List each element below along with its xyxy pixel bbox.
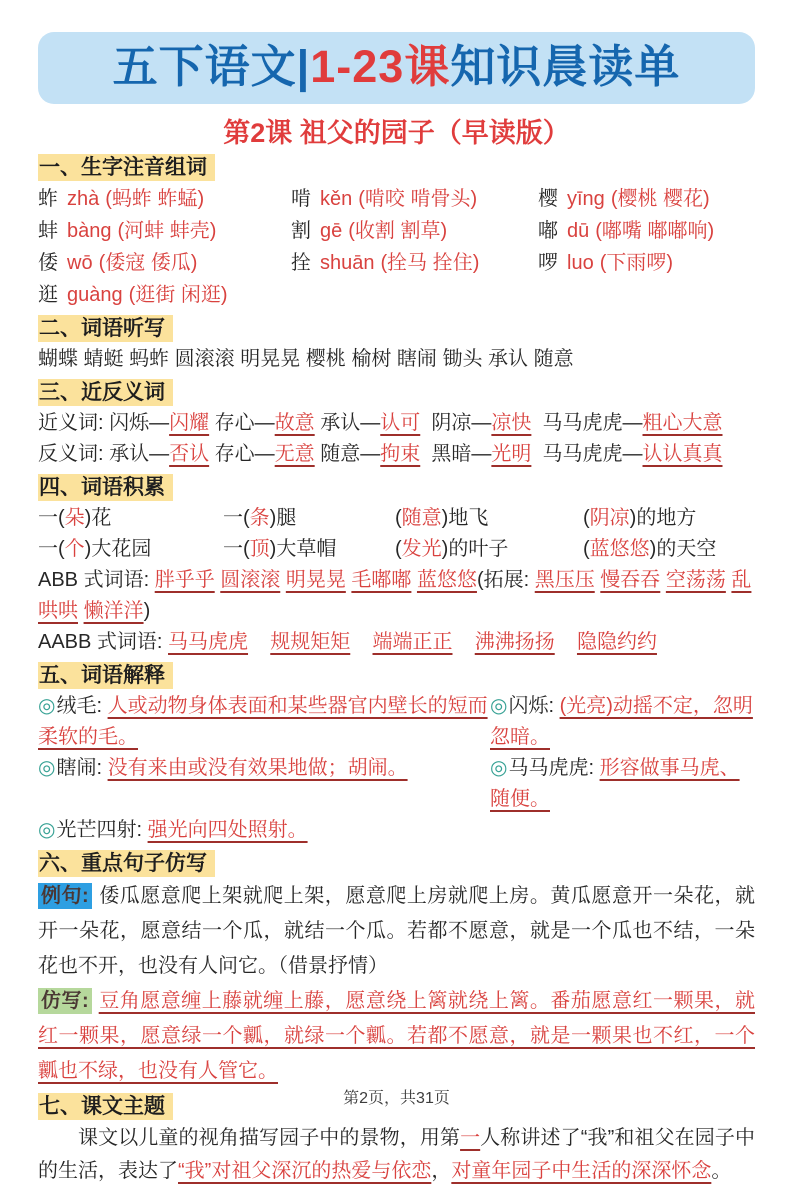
text-segment: (拓展: <box>476 569 535 591</box>
aabb-words-line <box>38 627 755 658</box>
measure-word-cell <box>38 534 223 565</box>
new-character: 倭 <box>38 252 58 274</box>
text-segment: 对童年园子中生活的深深怀念 <box>451 1160 712 1182</box>
text-segment: 光明 <box>491 443 532 465</box>
text-segment <box>248 631 270 653</box>
pinyin-entry <box>538 183 755 215</box>
text-segment: 课文以儿童的视角描写园子中的景物，用第 <box>78 1127 461 1149</box>
circle-bullet-icon: ◎ <box>490 757 508 779</box>
circle-bullet-icon: ◎ <box>38 757 56 779</box>
text-segment: 毛嘟嘟 <box>351 569 412 591</box>
section-word-accumulation <box>38 475 755 658</box>
text-segment: 条 <box>249 507 270 529</box>
text-segment: “我”对祖父深沉的热爱与依恋 <box>178 1160 432 1182</box>
pinyin-entry <box>38 247 291 279</box>
text-segment: 一( <box>223 538 250 560</box>
pinyin-entry <box>38 279 291 311</box>
page-number-footer: 第2页，共31页 <box>343 1090 450 1107</box>
text-segment: 凉快 <box>491 412 532 434</box>
antonym-line <box>38 439 755 470</box>
example-sentence-paragraph <box>38 879 755 984</box>
text-segment: 规规矩矩 <box>270 631 351 653</box>
definition-entry <box>38 691 490 753</box>
section-dictation-words <box>38 316 755 375</box>
pinyin: shuān <box>320 252 375 274</box>
example-label: 例句: <box>38 883 92 909</box>
definition-text: 强光向四处照射。 <box>147 819 308 841</box>
text-segment: 马马虎虎 <box>168 631 249 653</box>
text-segment: 存心— <box>209 412 275 434</box>
text-segment: 马马虎虎— <box>531 443 643 465</box>
definition-text: 形容做事马虎、随便。 <box>490 757 740 810</box>
text-segment: 蓝悠悠 <box>416 569 477 591</box>
text-segment: )地飞 <box>441 507 489 529</box>
imitation-sentence-paragraph <box>38 984 755 1089</box>
text-segment: 隐隐约约 <box>576 631 657 653</box>
imitation-label: 仿写: <box>38 988 92 1014</box>
text-segment: )腿 <box>269 507 297 529</box>
text-segment: 明晃晃 <box>285 569 346 591</box>
text-segment: )大花园 <box>84 538 152 560</box>
pinyin: wō <box>67 252 93 274</box>
new-character: 逛 <box>38 284 58 306</box>
text-segment: 拘束 <box>380 443 421 465</box>
measure-word-cell <box>223 503 395 534</box>
example-words: (樱桃 樱花) <box>610 188 710 210</box>
pinyin: yīng <box>567 188 605 210</box>
text-segment: ( <box>583 538 590 560</box>
definition-entry <box>38 815 490 846</box>
dictation-word-list: 蝴蝶 蜻蜓 蚂蚱 圆滚滚 明晃晃 樱桃 榆树 瞎闹 锄头 承认 随意 <box>38 348 574 370</box>
definition-term: 瞎闹: <box>56 757 108 779</box>
banner-title-red: 1-23课 <box>310 41 451 92</box>
definition-term: 光芒四射: <box>56 819 148 841</box>
measure-word-cell <box>38 503 223 534</box>
text-segment: 端端正正 <box>372 631 453 653</box>
definition-entry <box>490 691 755 753</box>
text-segment: )的叶子 <box>441 538 509 560</box>
text-segment: 胖乎乎 <box>154 569 215 591</box>
new-character: 啰 <box>538 252 558 274</box>
text-segment: ABB 式词语: <box>38 569 155 591</box>
imitation-sentence-text: 豆角愿意缠上藤就缠上藤，愿意绕上篱就绕上篱。番茄愿意红一颗果，就红一颗果，愿意绿一个瓤，就绿一个瓤。若都不愿意，就是一颗果也不红，一个瓤也不绿，也没有人管它。 <box>38 990 755 1082</box>
text-segment: 一 <box>460 1127 481 1149</box>
section-heading-2: 二、词语听写 <box>38 316 755 342</box>
text-segment: ( <box>395 507 402 529</box>
pinyin: bàng <box>67 220 112 242</box>
text-segment: ) <box>143 600 151 622</box>
circle-bullet-icon: ◎ <box>38 695 56 717</box>
definition-text: 人或动物身体表面和某些器官内壁长的短而柔软的毛。 <box>38 695 488 748</box>
text-segment <box>555 631 577 653</box>
pinyin-grid <box>38 183 755 311</box>
text-segment <box>453 631 475 653</box>
text-segment: 闪耀 <box>169 412 210 434</box>
definition-entry <box>38 753 490 815</box>
text-segment: 圆滚滚 <box>220 569 281 591</box>
definition-grid <box>38 691 755 846</box>
text-segment: 存心— <box>209 443 275 465</box>
text-segment: 无意 <box>274 443 315 465</box>
lesson-subtitle: 第2课 祖父的园子（早读版） <box>223 118 570 148</box>
example-words: (倭寇 倭瓜) <box>98 252 198 274</box>
pinyin: gē <box>320 220 343 242</box>
definition-entry <box>490 753 755 815</box>
new-character: 嘟 <box>538 220 558 242</box>
section-heading-1: 一、生字注音组词 <box>38 155 755 181</box>
new-character: 蚌 <box>38 220 58 242</box>
text-segment: 朵 <box>64 507 85 529</box>
text-segment: 顶 <box>249 538 270 560</box>
example-words: (拴马 拴住) <box>380 252 480 274</box>
measure-word-cell <box>583 534 755 565</box>
text-segment: 否认 <box>169 443 210 465</box>
text-segment: 黑压压 <box>534 569 595 591</box>
banner-title-blue-left: 五下语文| <box>112 41 311 92</box>
section-word-definitions <box>38 663 755 846</box>
new-character: 樱 <box>538 188 558 210</box>
pinyin-entry <box>538 215 755 247</box>
title-banner <box>38 32 755 104</box>
abb-words-line <box>38 565 755 627</box>
synonym-line <box>38 408 755 439</box>
text-segment: 反义词: 承认— <box>38 443 170 465</box>
example-words: (逛街 闲逛) <box>128 284 228 306</box>
banner-title-blue-right: 知识晨读单 <box>450 41 681 92</box>
section-heading-4: 四、词语积累 <box>38 475 755 501</box>
text-segment: 。 <box>711 1160 732 1182</box>
theme-paragraph <box>38 1122 755 1188</box>
measure-word-cell <box>583 503 755 534</box>
new-character: 蚱 <box>38 188 58 210</box>
text-segment: 近义词: 闪烁— <box>38 412 170 434</box>
example-words: (收割 割草) <box>348 220 448 242</box>
text-segment: 慢吞吞 <box>600 569 661 591</box>
text-segment: 认认真真 <box>642 443 723 465</box>
text-segment: 一( <box>38 538 65 560</box>
text-segment: 认可 <box>380 412 421 434</box>
text-segment: ， <box>431 1160 452 1182</box>
text-segment: 人称讲述了“我”和祖父在园子中的生活，表达了 <box>38 1127 756 1182</box>
text-segment: 承认— <box>314 412 381 434</box>
section-heading-6: 六、重点句子仿写 <box>38 851 755 877</box>
text-segment: )的地方 <box>629 507 697 529</box>
pinyin: dū <box>567 220 590 242</box>
text-segment: 故意 <box>274 412 315 434</box>
circle-bullet-icon: ◎ <box>490 695 508 717</box>
text-segment: AABB 式词语: <box>38 631 169 653</box>
text-segment: 一( <box>38 507 65 529</box>
section-heading-7: 七、课文主题 <box>38 1094 755 1120</box>
text-segment: 马马虎虎— <box>531 412 643 434</box>
circle-bullet-icon: ◎ <box>38 819 56 841</box>
pinyin: guàng <box>67 284 123 306</box>
text-segment: 阴凉— <box>420 412 492 434</box>
section-synonyms-antonyms <box>38 380 755 470</box>
text-segment: )的天空 <box>649 538 717 560</box>
definition-text: 没有来由或没有效果地做；胡闹。 <box>107 757 408 779</box>
text-segment: 发光 <box>401 538 442 560</box>
text-segment: )大草帽 <box>269 538 337 560</box>
text-segment: ( <box>583 507 590 529</box>
text-segment: 懒洋洋 <box>83 600 144 622</box>
example-words: (下雨啰) <box>599 252 674 274</box>
section-sentence-imitation <box>38 851 755 1089</box>
section-heading-3: 三、近反义词 <box>38 380 755 406</box>
new-character: 割 <box>291 220 311 242</box>
example-words: (蚂蚱 蚱蜢) <box>105 188 205 210</box>
section-text-theme <box>38 1094 755 1188</box>
new-character: 啃 <box>291 188 311 210</box>
pinyin-entry <box>291 215 538 247</box>
pinyin: zhà <box>67 188 100 210</box>
text-segment: )花 <box>84 507 112 529</box>
text-segment: 随意 <box>401 507 442 529</box>
pinyin-entry <box>291 247 538 279</box>
example-words: (啃咬 啃骨头) <box>358 188 478 210</box>
example-sentence-text: 倭瓜愿意爬上架就爬上架，愿意爬上房就爬上房。黄瓜愿意开一朵花，就开一朵花，愿意结一个瓜，就结一个瓜。若都不愿意，就是一个瓜也不结，一朵花也不开，也没有人问它。（借景抒情） <box>38 885 755 977</box>
text-segment: 个 <box>64 538 85 560</box>
pinyin: luo <box>567 252 594 274</box>
pinyin-entry <box>291 183 538 215</box>
text-segment: 阴凉 <box>589 507 630 529</box>
text-segment <box>350 631 372 653</box>
measure-word-grid <box>38 503 755 565</box>
example-words: (河蚌 蚌壳) <box>117 220 217 242</box>
text-segment: 黑暗— <box>420 443 492 465</box>
measure-word-cell <box>395 503 583 534</box>
text-segment: 粗心大意 <box>642 412 723 434</box>
text-segment: 蓝悠悠 <box>589 538 650 560</box>
section-heading-5: 五、词语解释 <box>38 663 755 689</box>
definition-term: 绒毛: <box>56 695 108 717</box>
text-segment: 沸沸扬扬 <box>474 631 555 653</box>
example-words: (嘟嘴 嘟嘟响) <box>595 220 715 242</box>
section-pinyin-words <box>38 155 755 311</box>
pinyin-entry <box>38 215 291 247</box>
pinyin-entry <box>538 247 755 279</box>
text-segment: 空荡荡 <box>665 569 726 591</box>
text-segment: 一( <box>223 507 250 529</box>
new-character: 拴 <box>291 252 311 274</box>
pinyin: kěn <box>320 188 353 210</box>
text-segment: ( <box>395 538 402 560</box>
definition-term: 闪烁: <box>508 695 560 717</box>
measure-word-cell <box>395 534 583 565</box>
definition-text: (光亮)动摇不定，忽明忽暗。 <box>490 695 753 748</box>
pinyin-entry <box>38 183 291 215</box>
text-segment: 随意— <box>314 443 381 465</box>
text-segment: 乱哄哄 <box>38 569 752 622</box>
measure-word-cell <box>223 534 395 565</box>
definition-term: 马马虎虎: <box>508 757 600 779</box>
